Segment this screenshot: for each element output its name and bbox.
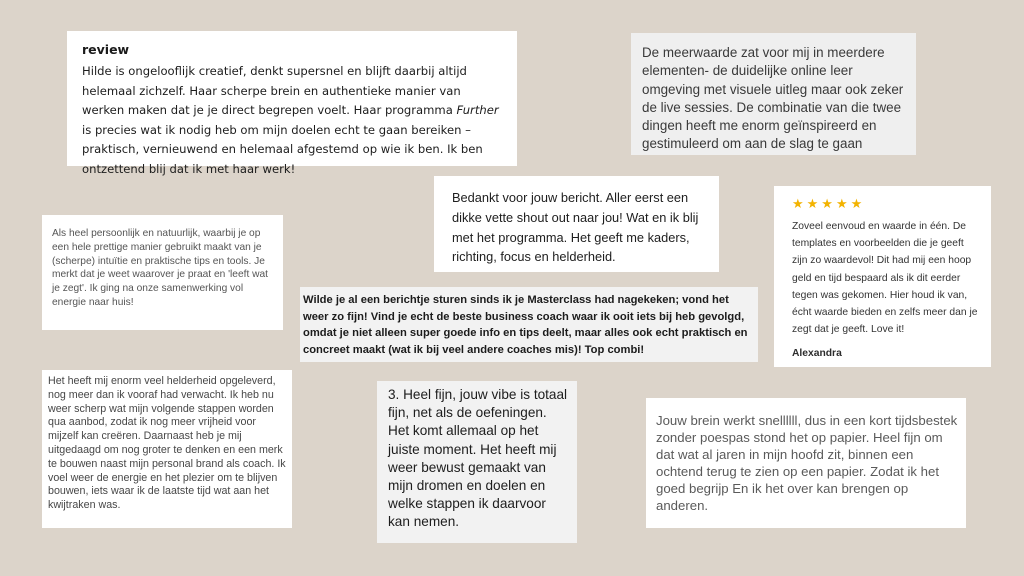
review-card-helderheid [42,370,292,528]
review-text: Jouw brein werkt snellllll, dus in een kort tijdsbestek zonder poespas stond het op papier. Heel fijn om dat wat al jaren in mijn hoofd zit, binnen een ochtend terug te zien op een papier. Zodat ik het goed begrijp En ik het over kan brengen op anderen. [656,413,958,513]
review-text: Het heeft mij enorm veel helderheid opgeleverd, nog meer dan ik vooraf had verwacht. Ik heb nu weer scherp wat mijn volgende stappen worden qua aanbod, zodat ik nog meer vrijheid voor mijzelf kan creëren. Daarnaast heb je mij uitgedaagd om nog groter te denken en een merk te bouwen naast mijn personal brand als coach. Ik voel weer de energie en het plezier om te blijven bouwen, iets waar ik de laatste tijd wat aan het kwijtraken was. [48,375,286,512]
review-text-part-2: is precies wat ik nodig heb om mijn doelen echt te gaan bereiken – praktisch, vernieuwend en helemaal afgestemd op wie ik ben. Ik ben ontzettend blij dat ik met haar werk! [82,122,483,176]
review-text: Zoveel eenvoud en waarde in één. De templates en voorbeelden die je geeft zijn zo waardevol! Dit had mij een hoop geld en tijd bespaard als ik dit eerder tegen was gekomen. Hier houd ik van, écht waarde bieden en zelfs meer dan je zegt dat je geeft. Love it! [792,221,978,336]
review-text: 3. Heel fijn, jouw vibe is totaal fijn, net als de oefeningen. Het komt allemaal op het juiste moment. Het heeft mij weer bewust gemaakt van mijn dromen en doelen en welke stappen ik daarvoor kan nemen. [388,387,568,530]
review-text [82,62,502,179]
review-card-bedankt [434,176,719,272]
review-text: Bedankt voor jouw bericht. Aller eerst een dikke vette shout out naar jou! Wat en ik blij met het programma. Het geeft me kaders, richting, focus en helderheid. [452,190,699,265]
review-card-alexandra [774,186,991,367]
review-card-masterclass [300,287,758,362]
review-card-hilde [67,31,517,176]
review-text: De meerwaarde zat voor mij in meerdere elementen- de duidelijke online leer omgeving met visuele uitleg maar ook zeker de live sessies. De combinatie van die twee dingen heeft me enorm geïnspireerd en gestimuleerd om aan de slag te gaan [642,45,904,152]
review-author: Alexandra [792,348,842,360]
program-name: Further [456,103,499,117]
review-card-persoonlijk [42,215,283,330]
review-card-meerwaarde [631,33,916,155]
review-text: Wilde je al een berichtje sturen sinds ik je Masterclass had nagekeken; vond het weer zo fijn! Vind je echt de beste business coach waar ik ooit iets bij heb gevolgd, omdat je niet alleen super goede info en tips deelt, maar alles ook echt praktisch en concreet maakt (wat ik bij veel andere coaches mis)! Top combi! [303,294,748,356]
review-text: Als heel persoonlijk en natuurlijk, waarbij je op een hele prettige manier gebruikt maakt van je (scherpe) intuïtie en praktische tips en tools. Je merkt dat je weet waarover je praat en 'leeft wat je zegt'. Ik ging na onze samenwerking vol energie naar huis! [52,228,268,308]
review-title: review [82,42,130,57]
review-card-vibe [377,381,577,543]
star-rating-icon: ★★★★★ [792,196,866,211]
review-card-brein [646,398,966,528]
review-text-part-1: Hilde is ongelooflijk creatief, denkt supersnel en blijft daarbij altijd helemaal zichzelf. Haar scherpe brein en authentieke manier van werken maken dat je je direct begrepen voelt. Haar programma [82,64,467,117]
